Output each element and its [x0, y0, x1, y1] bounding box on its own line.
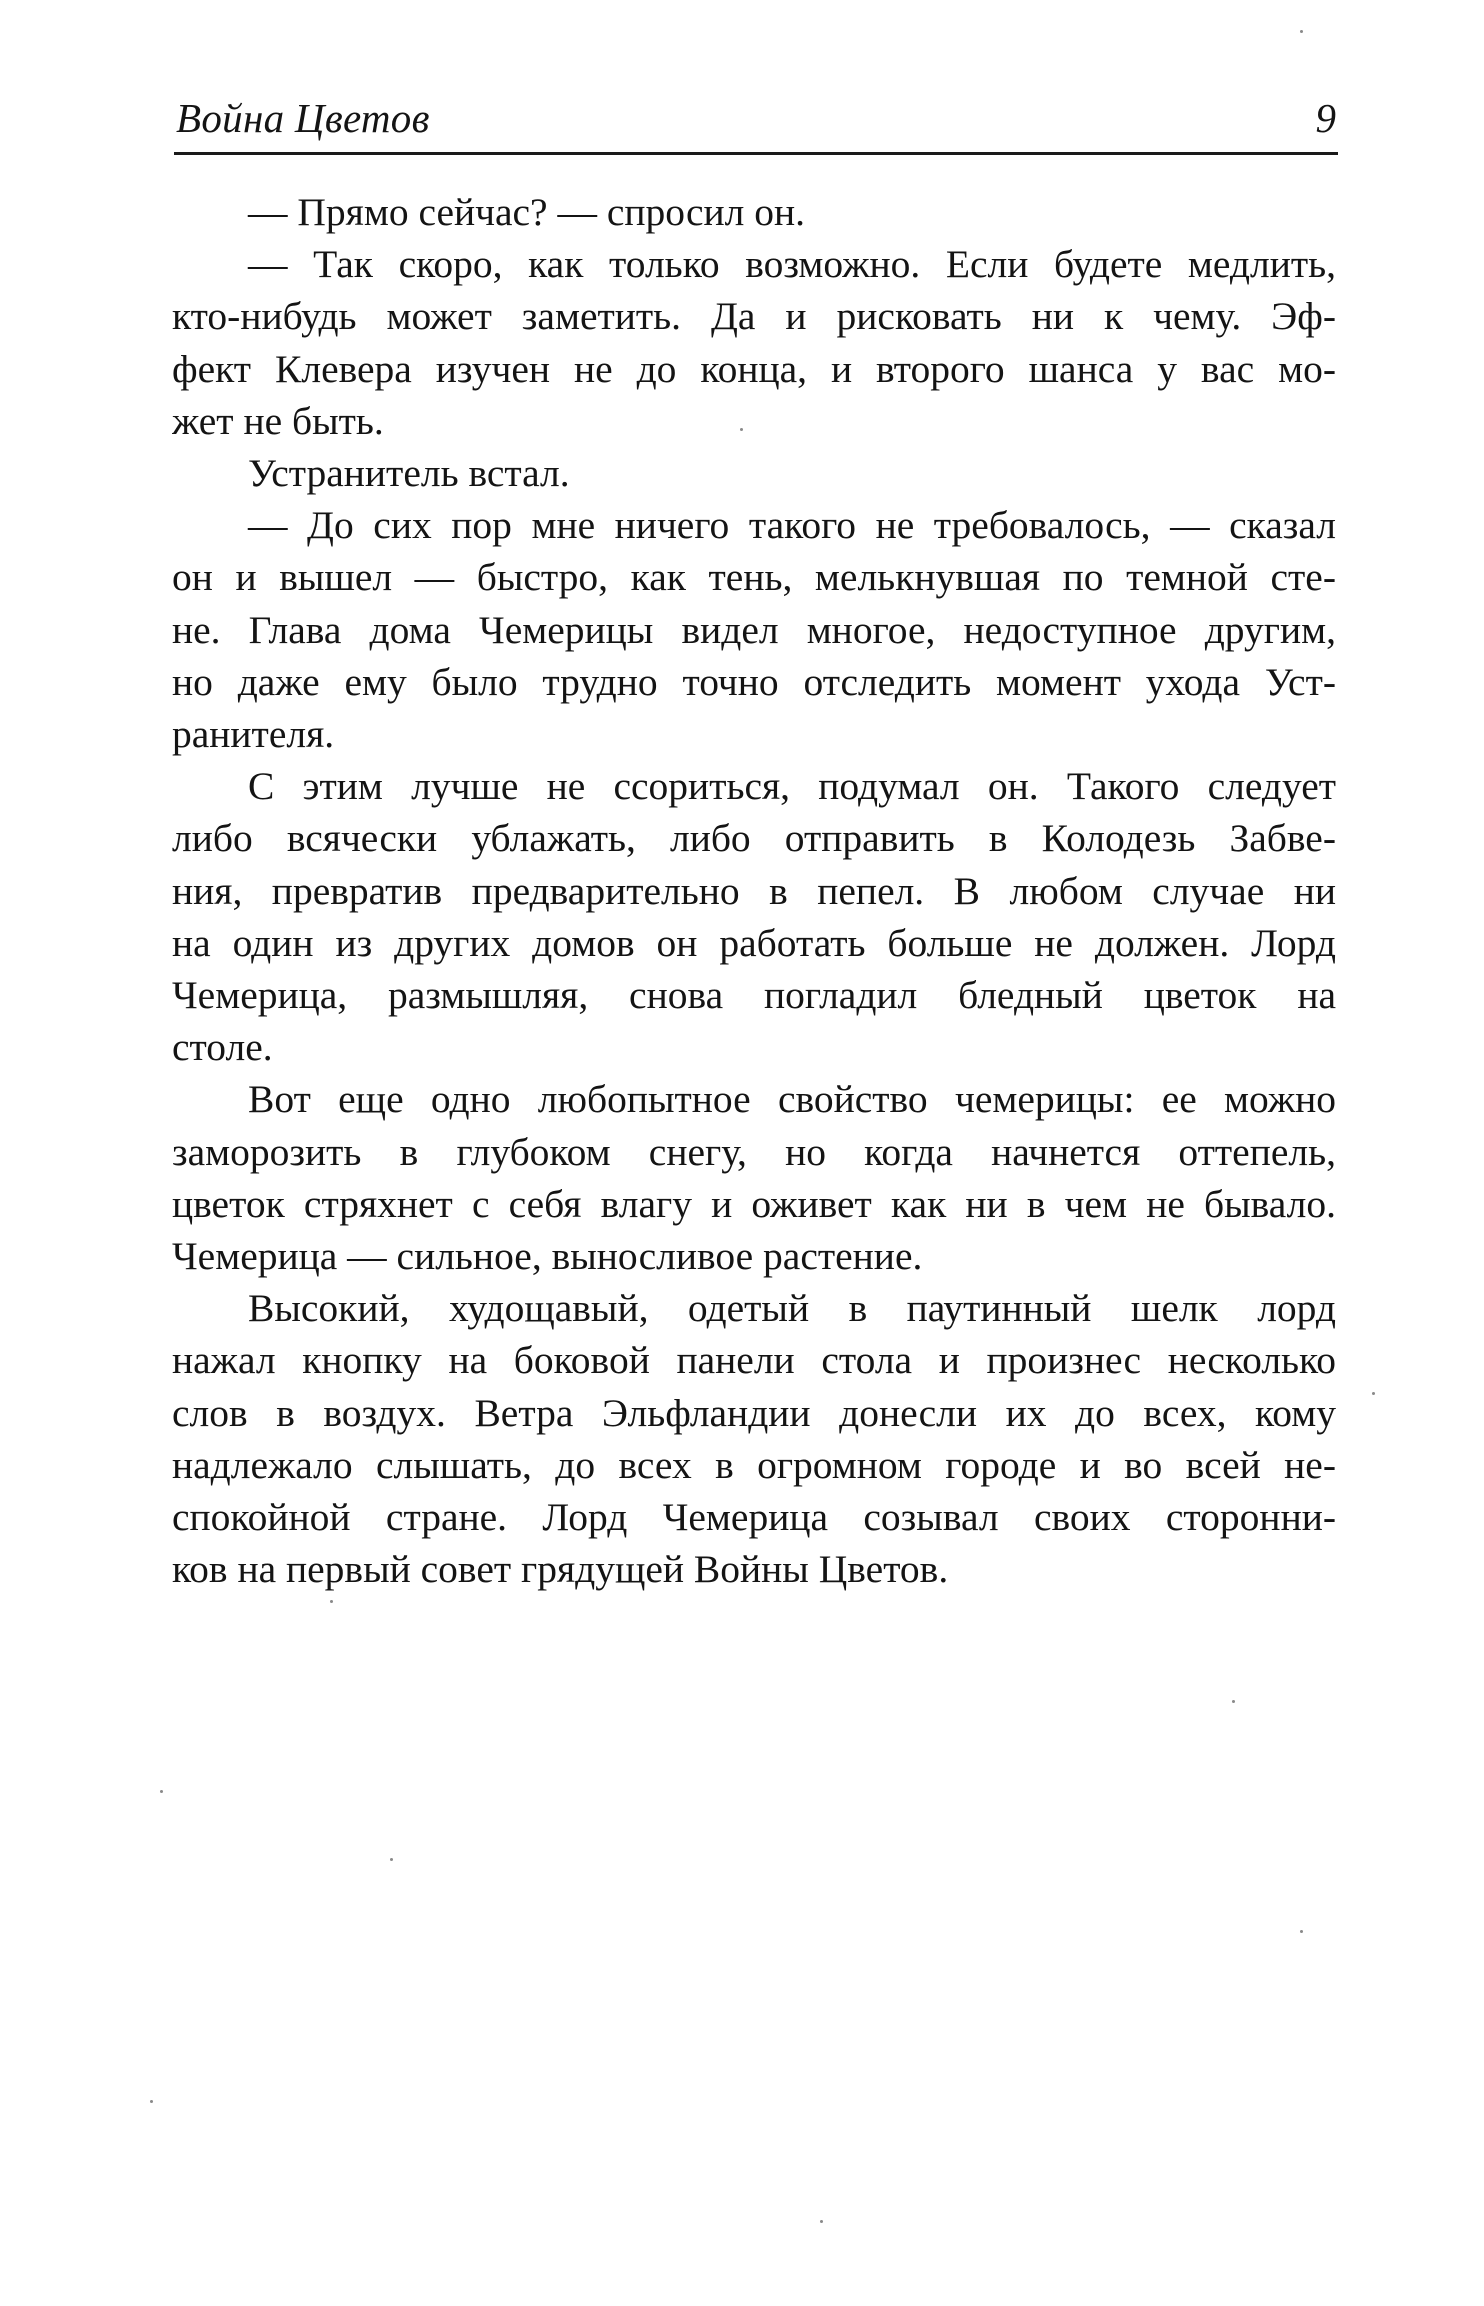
text-line: кто-нибудь может заметить. Да и рисковать ни к чему. Эф-: [172, 294, 1336, 339]
scan-speck: [330, 1600, 333, 1603]
running-head: [176, 88, 1336, 150]
header-rule: [174, 152, 1338, 155]
text-line: Устранитель встал.: [248, 451, 570, 496]
paragraph: [172, 1073, 1336, 1282]
text-line: не. Глава дома Чемерицы видел многое, недоступное другим,: [172, 607, 1336, 652]
scan-speck: [1372, 1392, 1375, 1395]
page-number: 9: [1315, 95, 1336, 141]
text-line: ков на первый совет грядущей Войны Цветов.: [172, 1547, 949, 1592]
body-text: [172, 186, 1336, 1595]
text-line: на один из других домов он работать больше не должен. Лорд: [172, 920, 1336, 965]
paragraph: [172, 447, 1336, 499]
paragraph: [172, 760, 1336, 1073]
scan-speck: [1300, 1930, 1303, 1933]
text-line: цветок стряхнет с себя влагу и оживет как ни в чем не бывало.: [172, 1181, 1336, 1226]
text-line: жет не быть.: [172, 398, 384, 443]
scan-speck: [740, 428, 743, 431]
scan-speck: [150, 2100, 153, 2103]
text-line: спокойной стране. Лорд Чемерица созывал своих сторонни-: [172, 1495, 1336, 1540]
paragraph: [172, 499, 1336, 760]
text-line: фект Клевера изучен не до конца, и второго шанса у вас мо-: [172, 346, 1336, 391]
text-line: Вот еще одно любопытное свойство чемерицы: ее можно: [248, 1077, 1336, 1122]
text-line: С этим лучше не ссориться, подумал он. Такого следует: [248, 764, 1336, 809]
text-line: он и вышел — быстро, как тень, мелькнувшая по темной сте-: [172, 555, 1336, 600]
text-line: нажал кнопку на боковой панели стола и произнес несколько: [172, 1338, 1336, 1383]
scan-speck: [820, 2220, 823, 2223]
text-line: столе.: [172, 1025, 273, 1070]
running-title: Война Цветов: [176, 95, 430, 141]
text-line: надлежало слышать, до всех в огромном городе и во всей не-: [172, 1442, 1336, 1487]
text-line: заморозить в глубоком снегу, но когда начнется оттепель,: [172, 1129, 1336, 1174]
text-line: — Так скоро, как только возможно. Если будете медлить,: [248, 242, 1336, 287]
scan-speck: [1232, 1700, 1235, 1703]
text-line: ния, превратив предварительно в пепел. В любом случае ни: [172, 868, 1336, 913]
scan-speck: [160, 1790, 163, 1793]
text-line: — До сих пор мне ничего такого не требовалось, — сказал: [248, 503, 1336, 548]
text-line: Чемерица, размышляя, снова погладил бледный цветок на: [172, 973, 1336, 1018]
text-line: либо всячески ублажать, либо отправить в Колодезь Забве-: [172, 816, 1336, 861]
text-line: Чемерица — сильное, выносливое растение.: [172, 1234, 923, 1279]
text-line: Высокий, худощавый, одетый в паутинный шелк лорд: [248, 1286, 1336, 1331]
text-line: ранителя.: [172, 712, 335, 757]
paragraph: [172, 238, 1336, 447]
text-line: — Прямо сейчас? — спросил он.: [248, 190, 806, 234]
scan-speck: [1300, 30, 1303, 33]
paragraph: [172, 1282, 1336, 1595]
paragraph: [172, 186, 1336, 238]
scan-speck: [390, 1858, 393, 1861]
text-line: слов в воздух. Ветра Эльфландии донесли их до всех, кому: [172, 1390, 1336, 1435]
text-line: но даже ему было трудно точно отследить момент ухода Уст-: [172, 659, 1336, 704]
